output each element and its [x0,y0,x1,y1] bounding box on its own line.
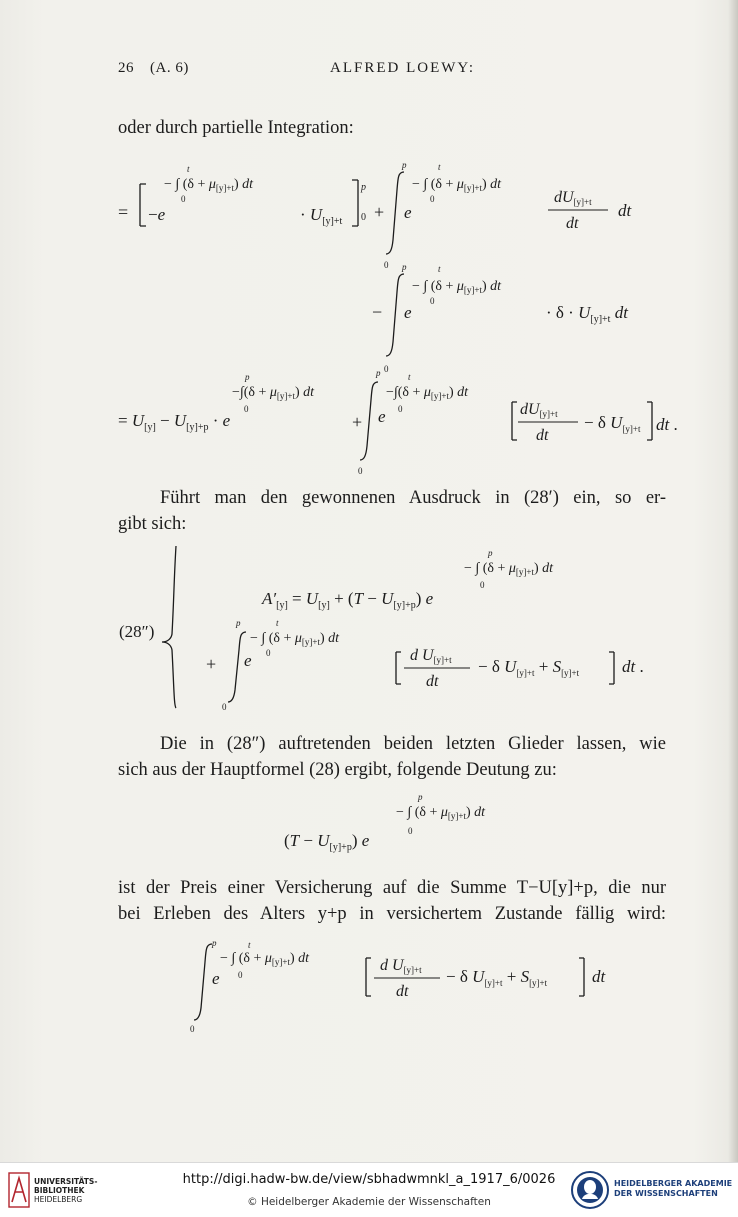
svg-text:−e: −e [148,205,166,224]
svg-text:dt: dt [396,983,409,1000]
equation-price [0,782,738,852]
svg-text:0: 0 [398,404,403,414]
page-number: 26 [118,60,134,76]
svg-text:0: 0 [190,1024,195,1034]
svg-text:0: 0 [244,404,249,414]
svg-text:− δ U[y]+t: − δ $U_{[y]+t}$ [584,413,641,434]
svg-text:p: p [376,368,381,378]
permalink-url[interactable]: http://digi.hadw-bw.de/view/sbhadwmnkl_a_1917_6/0026 [182,1172,556,1187]
svg-text:= U[y] − U[y]+p · e: = $U_{[y]} - U_{[y]+p} \cdot e$ [118,411,231,433]
svg-text:e: e [244,651,252,670]
svg-text:0: 0 [222,702,227,712]
paragraph-intro: oder durch partielle Integration: [118,118,354,138]
svg-text:d U[y]+t: d U[y]+t [410,647,452,665]
svg-text:0: 0 [358,466,363,476]
svg-text:e: e [378,407,386,426]
svg-text:(T − U[y]+p) e: $(T - U_{[y]+p})$ e [284,831,370,853]
svg-text:− ∫ (δ + μ[y]+t) dt: − ∫ $(\delta + \mu_{[y]+t})$ dt [412,177,502,193]
svg-text:t: t [276,618,279,628]
svg-text:0: 0 [384,364,389,374]
svg-text:−∫(δ + μ[y]+t) dt: $-\int(\delta + \mu_{[y]+t})$ dt [232,385,315,401]
svg-text:− ∫ (δ + μ[y]+t) dt: − ∫ $(\delta + \mu_{[y]+t})$ dt [464,561,554,577]
svg-text:0: 0 [430,296,435,306]
svg-text:dU[y]+t: dU[y]+t [554,189,592,207]
svg-text:· δ · U[y]+t dt: · $\delta \cdot U_{[y]+t}$ dt [546,303,628,325]
paragraph-2-line-2: gibt sich: [118,514,187,534]
academy-name: HEIDELBERGER AKADEMIE DER WISSENSCHAFTEN [614,1179,733,1198]
svg-text:− ∫ (δ + μ[y]+t) dt: − ∫ $(\delta + \mu_{[y]+t})$ dt [412,279,502,295]
svg-text:− ∫ (δ + μ[y]+t) dt: − ∫ $(\delta + \mu_{[y]+t})$ dt [164,177,254,193]
svg-text:t: t [187,164,190,174]
svg-text:p: p [418,792,423,802]
paragraph-4-line-2: bei Erleben des Alters y+p in versichertem Zustande fällig wird: [118,904,666,924]
svg-text:p: p [402,160,407,170]
svg-text:−∫(δ + μ[y]+t) dt: $-\int(\delta + \mu_{[y]+t})$ dt [386,385,469,401]
svg-text:p: p [361,182,366,193]
svg-text:t: t [438,162,441,172]
svg-text:dt .: dt . [622,657,644,676]
svg-text:− ∫ (δ + μ[y]+t) dt: − ∫ $(\delta + \mu_{[y]+t})$ dt [396,805,486,821]
equation-final-integral [0,930,738,1040]
svg-text:p: p [402,262,407,272]
svg-text:e: e [404,203,412,222]
svg-text:0: 0 [480,580,485,590]
svg-text:t: t [438,264,441,274]
svg-text:d U[y]+t: d U[y]+t [380,957,422,975]
paragraph-4-line-1: ist der Preis einer Versicherung auf die Summe T−U[y]+p, die nur [118,878,666,898]
svg-text:−: − [372,302,383,322]
running-head-author: ALFRED LOEWY: [330,60,476,76]
svg-text:t: t [248,940,251,950]
paragraph-2-line-1: Führt man den gewonnenen Ausdruck in (28′) ein, so er- [160,488,666,508]
svg-text:dt .: dt . [656,415,678,434]
svg-text:e: e [212,969,220,988]
svg-text:dt: dt [592,967,606,986]
svg-text:p: p [488,548,493,558]
svg-text:A′[y] = U[y] + (T − U[y]+p) e: $A'_{[y]} = U_{[y]} + (T - U_{[y]+p})$ e [262,589,434,611]
copyright-notice: © Heidelberger Akademie der Wissenschaften [247,1196,491,1208]
svg-text:0: 0 [384,260,389,270]
svg-text:+: + [206,654,217,674]
svg-text:dt: dt [536,427,549,444]
svg-text:dt: dt [566,215,579,232]
paragraph-3-line-2: sich aus der Hauptformel (28) ergibt, folgende Deutung zu: [118,760,557,780]
svg-text:dt: dt [618,201,632,220]
svg-text:0: 0 [408,826,413,836]
svg-text:− δ U[y]+t + S[y]+t: − δ $U_{[y]+t} + S_{[y]+t}$ [446,967,548,988]
equation-label-28pp: (28″) [119,622,155,641]
svg-text:− ∫ (δ + μ[y]+t) dt: − ∫ $(\delta + \mu_{[y]+t})$ dt [250,631,340,647]
equation-28pp [0,538,738,718]
svg-text:· U[y]+t: · $U_{[y]+t}$ [300,205,343,227]
svg-text:p: p [212,938,217,948]
equation-partial-integration [0,150,738,490]
section-ref: (A. 6) [150,60,189,76]
svg-text:0: 0 [266,648,271,658]
svg-text:0: 0 [181,194,186,204]
svg-text:− ∫ (δ + μ[y]+t) dt: − ∫ $(\delta + \mu_{[y]+t})$ dt [220,951,310,967]
svg-text:0: 0 [238,970,243,980]
viewer-footer [0,1162,738,1217]
svg-text:dU[y]+t: dU[y]+t [520,401,558,419]
svg-text:+: + [374,202,385,222]
library-name: UNIVERSITÄTS- BIBLIOTHEK HEIDELBERG [34,1177,98,1204]
academy-seal-icon [570,1170,610,1210]
svg-text:dt: dt [426,673,439,690]
paragraph-3-line-1: Die in (28″) auftretenden beiden letzten Glieder lassen, wie [160,734,666,754]
svg-text:=: = [118,202,129,222]
svg-text:p: p [245,372,250,382]
svg-text:0: 0 [361,212,366,223]
svg-text:t: t [408,372,411,382]
svg-text:0: 0 [430,194,435,204]
svg-text:+: + [352,412,363,432]
svg-text:e: e [404,303,412,322]
svg-text:p: p [236,618,241,628]
svg-text:− δ U[y]+t + S[y]+t: − δ $U_{[y]+t} + S_{[y]+t}$ [478,657,580,678]
